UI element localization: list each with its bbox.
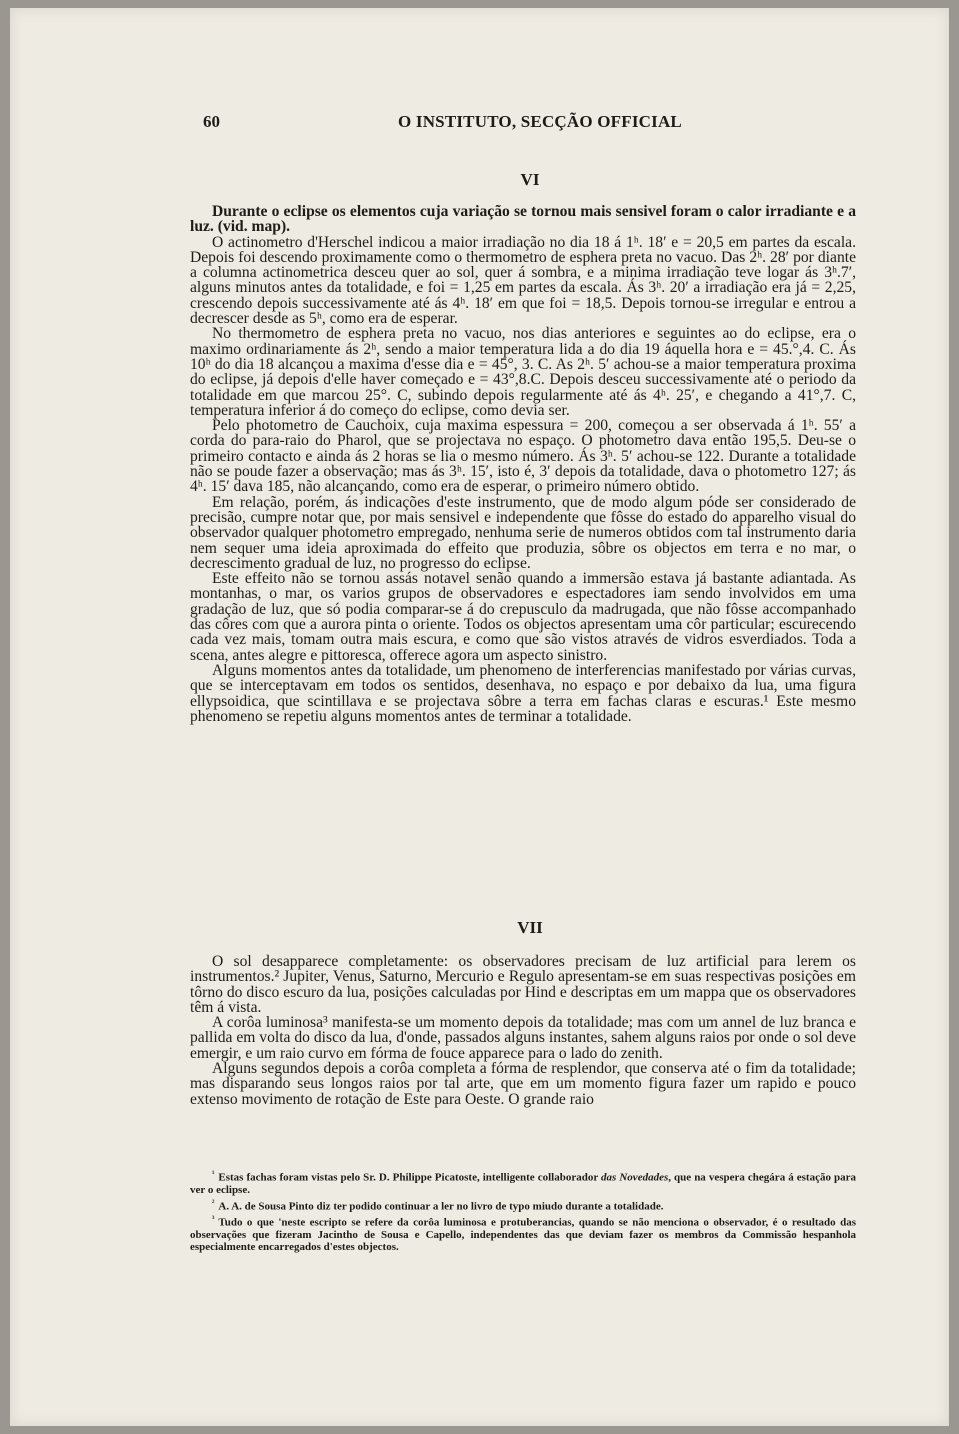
- paragraph: Este effeito não se tornou assás notavel senão quando a immersão estava já bastante adiantada. As montanhas, o mar, os varios grupos de observadores e espectadores iam sendo involvidos em uma gradação de luz, que só podia comparar-se á do crepusculo da madrugada, que não fôsse accompanhado das côres com que a aurora pinta o oriente. Todos os objectos apresentam uma côr particular; escurecendo cada vez mais, tomam outra mais escura, e como que são vistos através de vidros esverdiados. Toda a scena, antes alegre e pittoresca, offerece agora um aspecto sinistro.: [190, 570, 856, 664]
- running-header: [190, 112, 856, 134]
- footnote: $^{^3}$ Tudo o que 'neste escripto se refere da corôa luminosa e protuberancias, quando se não menciona o observador, é o resultado das observações que fizeram Jacintho de Sousa e Capello, independentes das que deviam fazer os membros da Commissão hespanhola especialmente encarregados d'estes objectos.: [190, 1213, 856, 1254]
- section-vii-body: [190, 954, 856, 1107]
- paragraph: O sol desapparece completamente: os observadores precisam de luz artificial para lerem os instrumentos.² Jupiter, Venus, Saturno, Mercurio e Regulo apresentam-se em suas respectivas posições em tôrno do disco escuro da lua, posições calculadas por Hind e descriptas em um mappa que os observadores têm á vista.: [190, 953, 856, 1016]
- section-heading-vi: VI: [520, 170, 540, 189]
- paragraph: Em relação, porém, ás indicações d'este instrumento, que de modo algum póde ser considerado de precisão, cumpre notar que, por mais sensivel e independente que fôsse do estado do apparelho visual do observador qualquer photometro empregado, nenhuma serie de numeros obtidos com tal instrumento daria nem sequer uma ideia aproximada do effeito que produzia, sôbre os objectos em terra e no mar, o decrescimento gradual de luz, no progresso do eclipse.: [190, 493, 856, 572]
- paragraph: Pelo photometro de Cauchoix, cuja maxima espessura = 200, começou a ser observada á 1ʰ. 55′ a corda do para-raio do Pharol, que se projectava no espaço. O photometro dava então 195,5. Deu-se o primeiro contacto e ainda ás 2 horas se lia o mesmo número. Ás 3ʰ. 5′ achou-se 122. Durante a totalidade não se poude fazer a observação; mas ás 3ʰ. 15′, isto é, 3′ depois da totalidade, dava o photometro 127; ás 4ʰ. 15′ dava 185, não alcançando, como era de esperar, o primeiro número obtido.: [190, 417, 856, 496]
- paragraph: No thermometro de esphera preta no vacuo, nos dias anteriores e seguintes ao do eclipse, era o maximo ordinariamente ás 2ʰ, sendo a maior temperatura lida a do dia 19 áquella hora e = 45.°,4. C. Ás 10ʰ do dia 18 alcançou a maxima d'esse dia e = 45°, 3. C. As 2ʰ. 5′ achou-se a maior temperatura proxima do eclipse, já depois d'elle haver começado e = 43°,8.C. Depois desceu successivamente até o periodo da totalidade em que marcou 25°. C, subindo depois regularmente até ás 4ʰ. 25′, e chegando a 41°,7. C, temperatura inferior á do começo do eclipse, como devia ser.: [190, 325, 856, 419]
- journal-title: O INSTITUTO, SECÇÃO OFFICIAL: [398, 112, 682, 131]
- section-heading-vii: VII: [517, 918, 543, 937]
- document-page: [10, 8, 949, 1426]
- paragraph: Durante o eclipse os elementos cuja variação se tornou mais sensivel foram o calor irradiante e a luz. (vid. map).: [190, 203, 856, 236]
- footnote-mark: ¹: [212, 1169, 215, 1178]
- section-vi-body: [190, 204, 856, 724]
- paragraph: A corôa luminosa³ manifesta-se um momento depois da totalidade; mas com um annel de luz branca e pallida em volta do disco da lua, d'onde, passados alguns instantes, sahem alguns raios por onde o sol deve emergir, e um raio curvo em fórma de fouce apparece para o lado do zenith.: [190, 1014, 856, 1062]
- paragraph: Alguns momentos antes da totalidade, um phenomeno de interferencias manifestado por várias curvas, que se interceptavam em todos os sentidos, desenhava, no espaço e por debaixo da lua, uma figura ellypsoidica, que scintillava e se projectava sôbre a terra em fachas claras e escuras.¹ Este mesmo phenomeno se repetiu alguns momentos antes de terminar a totalidade.: [190, 661, 856, 725]
- footnote: $^{^2}$ A. A. de Sousa Pinto diz ter podido continuar a ler no livro de typo miudo durante a totalidade.: [212, 1197, 664, 1213]
- footnote-mark: ²: [212, 1197, 215, 1207]
- paragraph: Alguns segundos depois a corôa completa a fórma de resplendor, que conserva até o fim da totalidade; mas disparando seus longos raios por tal arte, que em um momento figura fazer um rapido e pouco extenso movimento de rotação de Este para Oeste. O grande raio: [190, 1060, 856, 1108]
- page-number: 60: [203, 112, 220, 131]
- footnote: $^{^1}$ Estas fachas foram vistas pelo Sr. D. Philippe Picatoste, intelligente collaborador das Novedades, que na vespera chegára á estação para ver o eclipse.: [190, 1169, 857, 1197]
- footnotes: [190, 1168, 856, 1254]
- footnote-mark: ³: [212, 1213, 215, 1223]
- paragraph: O actinometro d'Herschel indicou a maior irradiação no dia 18 á 1ʰ. 18′ e = 20,5 em partes da escala. Depois foi descendo proximamente como o thermometro de esphera preta no vacuo. Das 2ʰ. 28′ por diante a columna actinometrica desceu quer ao sol, quer á sombra, e a minima irradiação teve logar ás 3ʰ.7′, alguns minutos antes da totalidade, e foi = 1,25 em partes da escala. Ás 3ʰ. 20′ a irradiação era já = 2,25, crescendo depois successivamente até ás 4ʰ. 18′ em que foi = 18,5. Depois tornou-se irregular e entrou a decrescer desde as 5ʰ, como era de esperar.: [190, 233, 856, 328]
